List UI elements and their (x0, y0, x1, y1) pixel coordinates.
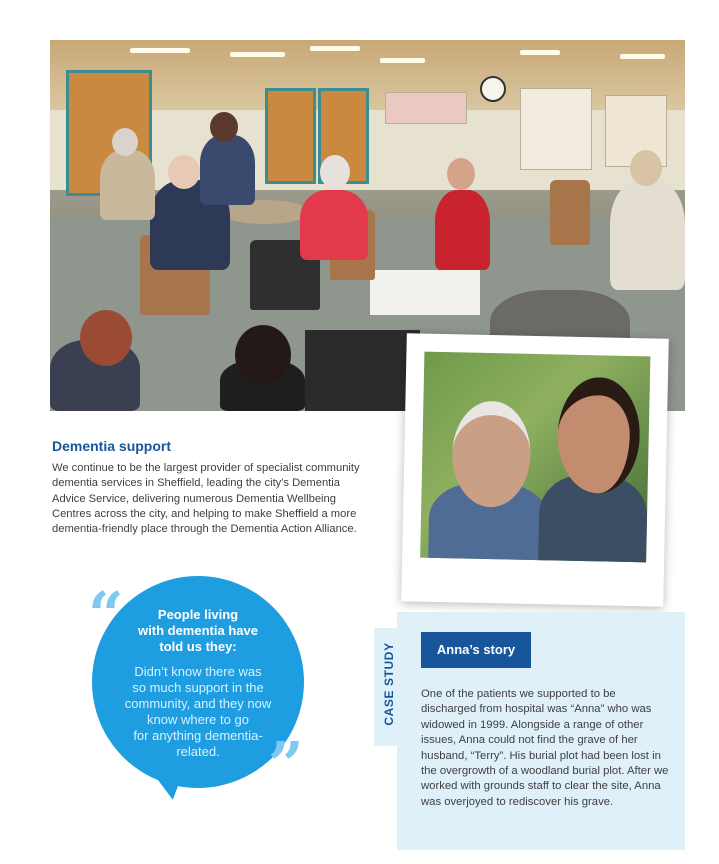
wall-clock (480, 76, 506, 102)
person-head (112, 128, 138, 156)
anna-photo (420, 352, 650, 563)
person (610, 180, 685, 290)
anna-polaroid-frame (401, 333, 669, 606)
quote-heading-line: People living (157, 607, 239, 622)
person (200, 135, 255, 205)
quote-heading-line: with dementia have (138, 623, 258, 638)
person (435, 190, 490, 270)
dementia-support-body: We continue to be the largest provider of specialist community dementia services in Sheffield, leading the city's Dementia Advice Service, delivering numerous Dementia Wellbeing Centres across the city, and helping to make Sheffield a more dementia-friendly place through the Dementia Action Alliance. (52, 462, 360, 536)
person-head (235, 325, 291, 385)
ceiling-light (380, 58, 425, 63)
dementia-support-heading: Dementia support (52, 438, 172, 454)
quote-body-line: so much support in the (132, 680, 264, 695)
case-study-body: One of the patients we supported to be discharged from hospital was “Anna” who was widowed in 1999. Alongside a range of other issues, Anna could not find the grave of her husband, “Terry”. His burial plot had been lost in the overgrowth of a woodland burial plot. After we worked with grounds staff to clear the site, Anna was overjoyed to rediscover his grave. (421, 688, 669, 808)
person-head (210, 112, 238, 142)
person (300, 190, 368, 260)
quote-body (108, 664, 288, 760)
case-study-label: CASE STUDY (382, 642, 396, 726)
wooden-door (265, 88, 316, 184)
person-head (320, 155, 350, 189)
white-table (370, 270, 480, 315)
quote-heading (118, 607, 278, 655)
quote-bubble-tail (145, 757, 194, 803)
quote-body-line: related. (176, 744, 220, 759)
companion-head (557, 376, 641, 494)
person-head (80, 310, 132, 366)
open-quote-icon: “ (88, 578, 124, 651)
ceiling-light (130, 48, 190, 53)
ceiling-light (230, 52, 285, 57)
close-quote-icon: ” (268, 728, 304, 801)
quote-body-line: for anything dementia- (133, 728, 263, 743)
wall-display (385, 92, 467, 124)
chair (550, 180, 590, 245)
case-study-title: Anna’s story (436, 642, 516, 657)
dark-table (305, 330, 420, 411)
person (100, 150, 155, 220)
person-head (447, 158, 475, 190)
wall-display (520, 88, 592, 170)
person-head (168, 155, 200, 189)
ceiling-light (620, 54, 665, 59)
quote-body-line: Didn’t know there was (134, 664, 262, 679)
ceiling-light (520, 50, 560, 55)
ceiling-light (310, 46, 360, 51)
person-head (630, 150, 662, 186)
quote-heading-line: told us they: (159, 639, 237, 654)
quote-body-line: community, and they now (124, 696, 272, 711)
quote-body-line: know where to go (147, 712, 249, 727)
